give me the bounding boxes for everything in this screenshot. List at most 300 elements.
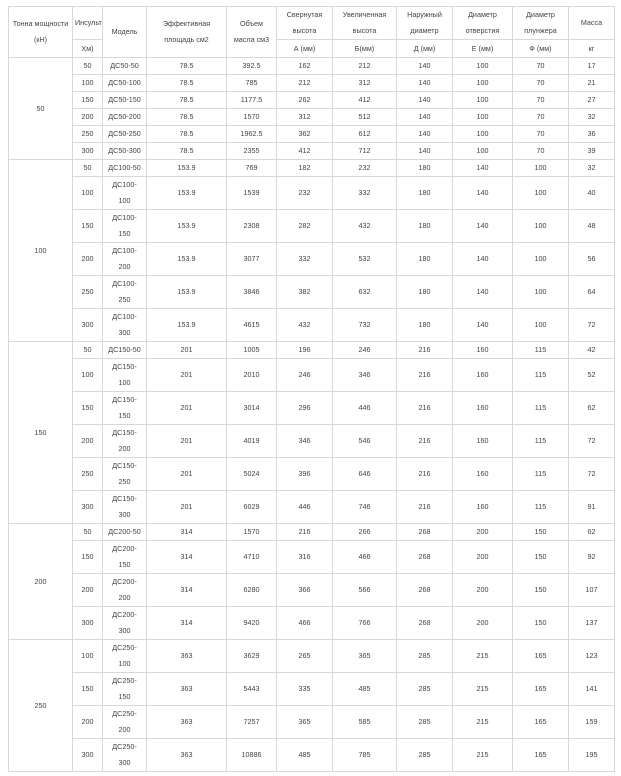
outer-diameter-cell: 140 [397, 75, 453, 92]
stroke-cell: 250 [73, 276, 103, 309]
stroke-cell: 100 [73, 640, 103, 673]
plunger-diameter-cell: 150 [513, 607, 569, 640]
table-row [9, 607, 615, 640]
collapsed-height-cell: 332 [277, 243, 333, 276]
area-cell: 78.5 [147, 126, 227, 143]
extended-height-cell: 466 [333, 541, 397, 574]
stroke-cell: 100 [73, 75, 103, 92]
bore-diameter-cell: 160 [453, 491, 513, 524]
plunger-diameter-cell: 150 [513, 574, 569, 607]
model-cell [103, 706, 147, 739]
oil-volume-cell: 2355 [227, 143, 277, 160]
area-cell: 153.9 [147, 243, 227, 276]
model-line: ДС100- [112, 246, 137, 255]
header-plunger: Диаметр плунжера [513, 7, 569, 40]
stroke-cell: 250 [73, 126, 103, 143]
bore-diameter-cell: 200 [453, 607, 513, 640]
model-cell [103, 210, 147, 243]
model-cell: ДС50-150 [103, 92, 147, 109]
oil-volume-cell: 4710 [227, 541, 277, 574]
oil-volume-cell: 1962.5 [227, 126, 277, 143]
extended-height-cell: 646 [333, 458, 397, 491]
oil-volume-cell: 1177.5 [227, 92, 277, 109]
oil-volume-cell: 1570 [227, 524, 277, 541]
table-row [9, 524, 615, 541]
collapsed-height-cell: 212 [277, 75, 333, 92]
header-area: Эффективная площадь см2 [147, 7, 227, 58]
jack-spec-table [8, 6, 615, 772]
stroke-cell: 200 [73, 706, 103, 739]
area-cell: 201 [147, 458, 227, 491]
mass-cell: 39 [569, 143, 615, 160]
extended-height-cell: 412 [333, 92, 397, 109]
stroke-cell: 300 [73, 607, 103, 640]
model-line: 150 [118, 229, 131, 238]
model-cell [103, 673, 147, 706]
collapsed-height-cell: 262 [277, 92, 333, 109]
mass-cell: 91 [569, 491, 615, 524]
header-outer-unit: Д (мм) [397, 40, 453, 58]
table-header [9, 7, 615, 58]
header-mass-1: Масса [569, 7, 615, 40]
area-cell: 153.9 [147, 276, 227, 309]
mass-cell: 48 [569, 210, 615, 243]
mass-cell: 72 [569, 309, 615, 342]
plunger-diameter-cell: 115 [513, 392, 569, 425]
extended-height-cell: 212 [333, 58, 397, 75]
model-cell [103, 243, 147, 276]
outer-diameter-cell: 285 [397, 673, 453, 706]
mass-cell: 32 [569, 109, 615, 126]
table-body [9, 58, 615, 772]
model-cell [103, 541, 147, 574]
plunger-diameter-cell: 115 [513, 491, 569, 524]
plunger-diameter-cell: 70 [513, 143, 569, 160]
table-row [9, 359, 615, 392]
model-line: 100 [118, 378, 131, 387]
mass-cell: 40 [569, 177, 615, 210]
collapsed-height-cell: 162 [277, 58, 333, 75]
area-cell: 78.5 [147, 75, 227, 92]
table-row [9, 574, 615, 607]
stroke-cell: 150 [73, 210, 103, 243]
extended-height-cell: 585 [333, 706, 397, 739]
outer-diameter-cell: 268 [397, 574, 453, 607]
stroke-cell: 200 [73, 243, 103, 276]
oil-volume-cell: 7257 [227, 706, 277, 739]
model-line: 150 [118, 560, 131, 569]
mass-cell: 64 [569, 276, 615, 309]
extended-height-cell: 365 [333, 640, 397, 673]
table-row [9, 541, 615, 574]
extended-height-cell: 432 [333, 210, 397, 243]
extended-height-cell: 612 [333, 126, 397, 143]
collapsed-height-cell: 412 [277, 143, 333, 160]
bore-diameter-cell: 100 [453, 143, 513, 160]
bore-diameter-cell: 100 [453, 75, 513, 92]
model-line: 100 [118, 659, 131, 668]
plunger-diameter-cell: 70 [513, 109, 569, 126]
model-cell [103, 177, 147, 210]
area-cell: 201 [147, 359, 227, 392]
model-line: 200 [118, 593, 131, 602]
extended-height-cell: 332 [333, 177, 397, 210]
model-line: ДС250- [112, 709, 137, 718]
model-line: 300 [118, 510, 131, 519]
mass-cell: 195 [569, 739, 615, 772]
bore-diameter-cell: 160 [453, 458, 513, 491]
model-cell [103, 309, 147, 342]
extended-height-cell: 746 [333, 491, 397, 524]
oil-volume-cell: 1539 [227, 177, 277, 210]
model-line: ДС100- [112, 180, 137, 189]
table-row [9, 640, 615, 673]
table-row [9, 739, 615, 772]
oil-volume-cell: 769 [227, 160, 277, 177]
plunger-diameter-cell: 115 [513, 342, 569, 359]
tonnage-cell: 50 [9, 58, 73, 160]
mass-cell: 17 [569, 58, 615, 75]
mass-cell: 62 [569, 392, 615, 425]
mass-cell: 107 [569, 574, 615, 607]
model-cell [103, 640, 147, 673]
model-line: 200 [118, 725, 131, 734]
model-line: ДС150- [112, 395, 137, 404]
plunger-diameter-cell: 100 [513, 177, 569, 210]
area-cell: 201 [147, 425, 227, 458]
bore-diameter-cell: 215 [453, 673, 513, 706]
mass-cell: 159 [569, 706, 615, 739]
mass-cell: 137 [569, 607, 615, 640]
extended-height-cell: 785 [333, 739, 397, 772]
model-line: ДС100- [112, 279, 137, 288]
extended-height-cell: 246 [333, 342, 397, 359]
oil-volume-cell: 4019 [227, 425, 277, 458]
table-row [9, 109, 615, 126]
extended-height-cell: 632 [333, 276, 397, 309]
oil-volume-cell: 5443 [227, 673, 277, 706]
collapsed-height-cell: 365 [277, 706, 333, 739]
model-cell: ДС50-100 [103, 75, 147, 92]
plunger-diameter-cell: 100 [513, 276, 569, 309]
area-cell: 314 [147, 524, 227, 541]
outer-diameter-cell: 285 [397, 706, 453, 739]
stroke-cell: 50 [73, 524, 103, 541]
bore-diameter-cell: 160 [453, 342, 513, 359]
bore-diameter-cell: 215 [453, 640, 513, 673]
header-collapsed-unit: А (мм) [277, 40, 333, 58]
stroke-cell: 200 [73, 425, 103, 458]
mass-cell: 21 [569, 75, 615, 92]
table-row [9, 425, 615, 458]
oil-volume-cell: 6280 [227, 574, 277, 607]
model-cell [103, 739, 147, 772]
model-line: 150 [118, 692, 131, 701]
model-cell [103, 359, 147, 392]
outer-diameter-cell: 216 [397, 425, 453, 458]
model-line: ДС150- [112, 494, 137, 503]
oil-volume-cell: 9420 [227, 607, 277, 640]
plunger-diameter-cell: 165 [513, 739, 569, 772]
stroke-cell: 200 [73, 574, 103, 607]
table-row [9, 177, 615, 210]
model-line: ДС150- [112, 362, 137, 371]
header-extended: Увеличенная высота [333, 7, 397, 40]
bore-diameter-cell: 100 [453, 109, 513, 126]
stroke-cell: 50 [73, 342, 103, 359]
extended-height-cell: 266 [333, 524, 397, 541]
table-row [9, 210, 615, 243]
oil-volume-cell: 2010 [227, 359, 277, 392]
collapsed-height-cell: 216 [277, 524, 333, 541]
plunger-diameter-cell: 115 [513, 425, 569, 458]
outer-diameter-cell: 285 [397, 640, 453, 673]
outer-diameter-cell: 140 [397, 58, 453, 75]
plunger-diameter-cell: 165 [513, 673, 569, 706]
table-row [9, 309, 615, 342]
collapsed-height-cell: 196 [277, 342, 333, 359]
oil-volume-cell: 3629 [227, 640, 277, 673]
plunger-diameter-cell: 115 [513, 359, 569, 392]
header-collapsed: Свернутая высота [277, 7, 333, 40]
outer-diameter-cell: 285 [397, 739, 453, 772]
tonnage-cell: 100 [9, 160, 73, 342]
header-model: Модель [103, 7, 147, 58]
plunger-diameter-cell: 70 [513, 75, 569, 92]
stroke-cell: 300 [73, 739, 103, 772]
model-line: ДС250- [112, 676, 137, 685]
stroke-cell: 250 [73, 458, 103, 491]
table-row [9, 342, 615, 359]
bore-diameter-cell: 160 [453, 392, 513, 425]
tonnage-cell: 200 [9, 524, 73, 640]
collapsed-height-cell: 246 [277, 359, 333, 392]
model-line: 300 [118, 328, 131, 337]
outer-diameter-cell: 180 [397, 276, 453, 309]
plunger-diameter-cell: 150 [513, 541, 569, 574]
extended-height-cell: 312 [333, 75, 397, 92]
model-cell: ДС50-50 [103, 58, 147, 75]
outer-diameter-cell: 216 [397, 342, 453, 359]
collapsed-height-cell: 396 [277, 458, 333, 491]
stroke-cell: 150 [73, 392, 103, 425]
model-line: ДС150- [112, 428, 137, 437]
model-line: 150 [118, 411, 131, 420]
collapsed-height-cell: 232 [277, 177, 333, 210]
table-row [9, 243, 615, 276]
model-line: ДС250- [112, 742, 137, 751]
header-plunger-unit: Ф (мм) [513, 40, 569, 58]
bore-diameter-cell: 140 [453, 160, 513, 177]
oil-volume-cell: 785 [227, 75, 277, 92]
extended-height-cell: 485 [333, 673, 397, 706]
oil-volume-cell: 1005 [227, 342, 277, 359]
header-bore: Диаметр отверстия [453, 7, 513, 40]
collapsed-height-cell: 366 [277, 574, 333, 607]
header-bore-unit: Е (мм) [453, 40, 513, 58]
stroke-cell: 200 [73, 109, 103, 126]
plunger-diameter-cell: 70 [513, 126, 569, 143]
model-line: 250 [118, 477, 131, 486]
bore-diameter-cell: 200 [453, 574, 513, 607]
bore-diameter-cell: 140 [453, 177, 513, 210]
area-cell: 78.5 [147, 109, 227, 126]
mass-cell: 32 [569, 160, 615, 177]
table-row [9, 706, 615, 739]
oil-volume-cell: 3077 [227, 243, 277, 276]
outer-diameter-cell: 180 [397, 160, 453, 177]
tonnage-cell: 250 [9, 640, 73, 772]
plunger-diameter-cell: 165 [513, 640, 569, 673]
stroke-cell: 300 [73, 491, 103, 524]
header-mass-2: кг [569, 40, 615, 58]
oil-volume-cell: 6029 [227, 491, 277, 524]
collapsed-height-cell: 382 [277, 276, 333, 309]
model-cell: ДС50-250 [103, 126, 147, 143]
table-row [9, 160, 615, 177]
extended-height-cell: 712 [333, 143, 397, 160]
outer-diameter-cell: 140 [397, 143, 453, 160]
oil-volume-cell: 392.5 [227, 58, 277, 75]
bore-diameter-cell: 100 [453, 58, 513, 75]
area-cell: 363 [147, 706, 227, 739]
model-line: 300 [118, 626, 131, 635]
bore-diameter-cell: 160 [453, 359, 513, 392]
oil-volume-cell: 3014 [227, 392, 277, 425]
model-line: ДС150- [112, 461, 137, 470]
bore-diameter-cell: 160 [453, 425, 513, 458]
model-line: ДС200- [112, 577, 137, 586]
table-row [9, 143, 615, 160]
table-row [9, 92, 615, 109]
oil-volume-cell: 3846 [227, 276, 277, 309]
model-line: 200 [118, 444, 131, 453]
area-cell: 363 [147, 640, 227, 673]
area-cell: 153.9 [147, 210, 227, 243]
mass-cell: 42 [569, 342, 615, 359]
stroke-cell: 100 [73, 359, 103, 392]
model-line: 200 [118, 262, 131, 271]
area-cell: 201 [147, 342, 227, 359]
outer-diameter-cell: 180 [397, 309, 453, 342]
stroke-cell: 300 [73, 143, 103, 160]
model-line: 250 [118, 295, 131, 304]
tonnage-cell: 150 [9, 342, 73, 524]
outer-diameter-cell: 180 [397, 177, 453, 210]
plunger-diameter-cell: 150 [513, 524, 569, 541]
mass-cell: 52 [569, 359, 615, 392]
oil-volume-cell: 4615 [227, 309, 277, 342]
bore-diameter-cell: 140 [453, 276, 513, 309]
mass-cell: 27 [569, 92, 615, 109]
area-cell: 153.9 [147, 160, 227, 177]
area-cell: 78.5 [147, 143, 227, 160]
bore-diameter-cell: 200 [453, 524, 513, 541]
bore-diameter-cell: 215 [453, 706, 513, 739]
model-cell [103, 458, 147, 491]
collapsed-height-cell: 312 [277, 109, 333, 126]
plunger-diameter-cell: 70 [513, 58, 569, 75]
plunger-diameter-cell: 165 [513, 706, 569, 739]
bore-diameter-cell: 100 [453, 126, 513, 143]
bore-diameter-cell: 200 [453, 541, 513, 574]
area-cell: 314 [147, 607, 227, 640]
stroke-cell: 150 [73, 541, 103, 574]
bore-diameter-cell: 100 [453, 92, 513, 109]
area-cell: 201 [147, 392, 227, 425]
model-cell [103, 607, 147, 640]
model-cell [103, 425, 147, 458]
collapsed-height-cell: 265 [277, 640, 333, 673]
collapsed-height-cell: 296 [277, 392, 333, 425]
mass-cell: 72 [569, 425, 615, 458]
header-extended-unit: Б(мм) [333, 40, 397, 58]
header-stroke-1: Инсульт [73, 7, 103, 40]
model-cell: ДС50-300 [103, 143, 147, 160]
outer-diameter-cell: 140 [397, 92, 453, 109]
collapsed-height-cell: 282 [277, 210, 333, 243]
area-cell: 201 [147, 491, 227, 524]
header-outer: Наружный диаметр [397, 7, 453, 40]
table-row [9, 276, 615, 309]
spec-table-container [8, 6, 614, 772]
oil-volume-cell: 1570 [227, 109, 277, 126]
collapsed-height-cell: 446 [277, 491, 333, 524]
table-row [9, 458, 615, 491]
mass-cell: 141 [569, 673, 615, 706]
table-row [9, 75, 615, 92]
oil-volume-cell: 5024 [227, 458, 277, 491]
outer-diameter-cell: 140 [397, 126, 453, 143]
mass-cell: 92 [569, 541, 615, 574]
model-cell: ДС50-200 [103, 109, 147, 126]
mass-cell: 72 [569, 458, 615, 491]
collapsed-height-cell: 335 [277, 673, 333, 706]
model-line: 100 [118, 196, 131, 205]
bore-diameter-cell: 140 [453, 309, 513, 342]
outer-diameter-cell: 216 [397, 491, 453, 524]
area-cell: 78.5 [147, 92, 227, 109]
model-cell [103, 491, 147, 524]
outer-diameter-cell: 268 [397, 607, 453, 640]
plunger-diameter-cell: 100 [513, 243, 569, 276]
mass-cell: 123 [569, 640, 615, 673]
outer-diameter-cell: 140 [397, 109, 453, 126]
extended-height-cell: 512 [333, 109, 397, 126]
collapsed-height-cell: 485 [277, 739, 333, 772]
extended-height-cell: 566 [333, 574, 397, 607]
stroke-cell: 100 [73, 177, 103, 210]
extended-height-cell: 232 [333, 160, 397, 177]
extended-height-cell: 766 [333, 607, 397, 640]
table-row [9, 58, 615, 75]
outer-diameter-cell: 180 [397, 243, 453, 276]
stroke-cell: 300 [73, 309, 103, 342]
area-cell: 314 [147, 541, 227, 574]
area-cell: 363 [147, 739, 227, 772]
collapsed-height-cell: 362 [277, 126, 333, 143]
outer-diameter-cell: 268 [397, 524, 453, 541]
model-line: 300 [118, 758, 131, 767]
table-row [9, 126, 615, 143]
plunger-diameter-cell: 100 [513, 160, 569, 177]
collapsed-height-cell: 346 [277, 425, 333, 458]
extended-height-cell: 732 [333, 309, 397, 342]
outer-diameter-cell: 216 [397, 392, 453, 425]
mass-cell: 56 [569, 243, 615, 276]
header-oil: Объем масла см3 [227, 7, 277, 58]
extended-height-cell: 446 [333, 392, 397, 425]
